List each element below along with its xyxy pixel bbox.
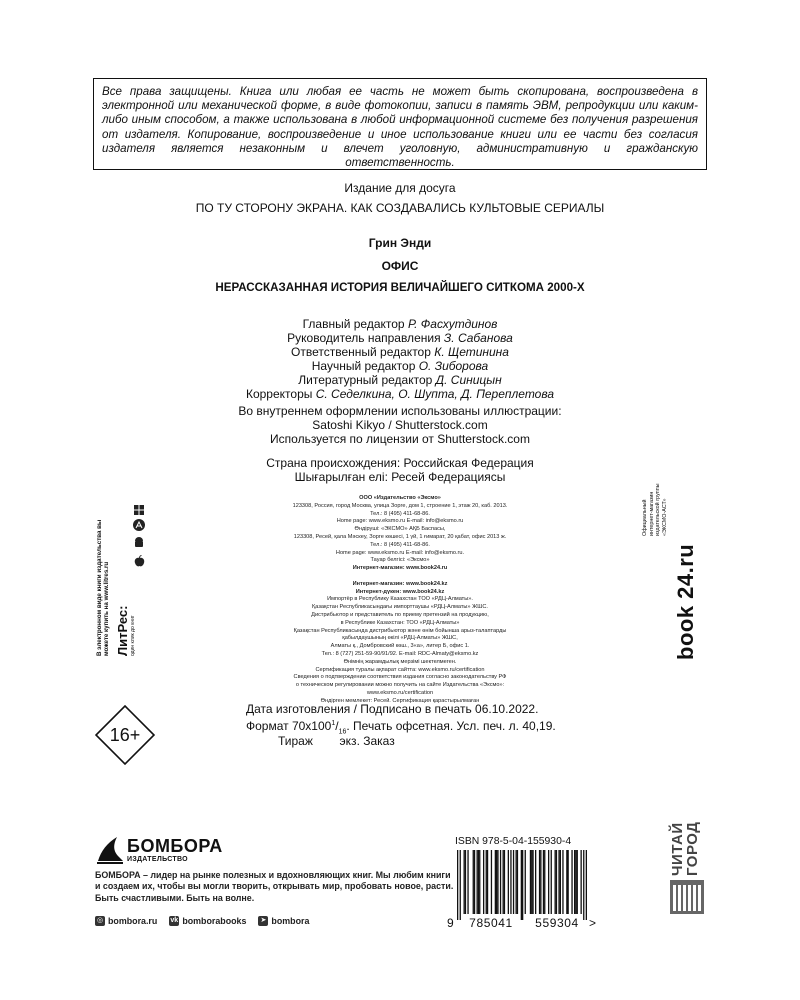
barcode-bar <box>500 850 501 914</box>
credit-name: З. Сабанова <box>443 331 513 345</box>
credit-name: О. Зиборова <box>418 359 489 373</box>
barcode-bar <box>539 850 540 914</box>
credits-list <box>0 317 800 401</box>
barcode-bar <box>464 850 465 914</box>
barcode-bar <box>457 850 458 920</box>
contact-label: bombora <box>271 916 310 926</box>
credit-row <box>0 373 800 387</box>
publisher-info-line: Дистрибьютор и представитель по приему претензий на продукцию, <box>311 611 489 618</box>
copyright-notice: Все права защищены. Книга или любая ее часть не может быть скопирована, воспроизведена в электронной или механической форме, в виде фотокопии, записи в память ЭВМ, репродукции или каким-либо иным способом, а также использована в любой информационной системе без получения разрешения от издателя. Копирование, воспроизведение и иное использование книги или ее части без согласия издателя является незаконным и влечет уголовную, административную и гражданскую ответственность. <box>93 78 707 170</box>
publisher-info-line: Өндіруші: «ЭКСМО» АҚБ Баспасы, <box>354 526 446 533</box>
book24-logo: book 24.ru <box>673 543 698 660</box>
barcode-bar <box>522 850 523 920</box>
barcode-bar <box>583 850 584 920</box>
instagram-icon: ◎ <box>96 917 104 924</box>
contact-item[interactable] <box>95 914 157 928</box>
barcode-bar <box>560 850 561 914</box>
barcode-bar <box>513 850 514 914</box>
barcode-bar <box>558 850 559 914</box>
barcode-digit-first: 9 <box>447 916 454 930</box>
book24-small-text: Официальный интернет-магазин издательской группы «ЭКСМО-АСТ» <box>642 483 668 536</box>
bombora-description: БОМБОРА – лидер на рынке полезных и вдохновляющих книг. Мы любим книги и создаем их, чтобы вы могли творить, открывать мир, пробовать новое, расти. Быть счастливыми. Быть на волне. <box>95 870 454 903</box>
publisher-info-line: Тауар белгісі: «Эксмо» <box>370 557 430 564</box>
barcode-bar <box>535 850 536 914</box>
vk-icon: vk <box>170 917 179 924</box>
barcode-bar <box>503 850 504 914</box>
barcode-bar <box>487 850 488 914</box>
litres-logo: ЛитРес: <box>115 605 130 656</box>
illustrations-info <box>0 404 800 446</box>
barcode-bar <box>517 850 518 914</box>
barcode-digits-right: 559304 <box>535 916 579 930</box>
publisher-info-line: Өнімнің жарамдылық мерзімі шектелмеген. <box>343 658 457 665</box>
litres-logo-sub: один клик до книг <box>130 615 136 656</box>
publisher-info-line: Интернет-магазин: www.book24.kz <box>352 580 448 587</box>
barcode-bar <box>491 850 492 914</box>
barcode-bar <box>551 850 552 914</box>
barcode-bar <box>544 850 545 914</box>
contact-item[interactable] <box>169 914 246 928</box>
contact-label: bomborabooks <box>182 916 247 926</box>
barcode-bar <box>467 850 468 914</box>
illustrations-line: Satoshi Kikyo / Shutterstock.com <box>312 418 488 432</box>
barcode-bar <box>525 850 526 914</box>
isbn-label: ISBN 978-5-04-155930-4 <box>455 836 572 847</box>
format-prefix: Формат 70х100 <box>246 719 332 733</box>
barcode-bar <box>571 850 572 914</box>
publisher-info-line: 123308, Ресей, қала Мәскеу, Зорге көшесі, 1 үй, 1 ғимарат, 20 қабат, офис 2013 ж. <box>293 533 507 540</box>
barcode-bar <box>465 850 466 914</box>
android-icon <box>133 536 145 548</box>
credit-name: Д. Синицын <box>435 373 502 387</box>
credit-row <box>0 345 800 359</box>
barcode-bar <box>483 850 484 914</box>
publisher-info-line: қабылдаушының өкілі «РДЦ-Алматы» ЖШС, <box>342 635 458 642</box>
origin-line: Страна происхождения: Российская Федерация <box>266 456 534 470</box>
illustrations-line: Во внутреннем оформлении использованы иллюстрации: <box>238 404 562 418</box>
barcode-bar <box>497 850 498 914</box>
publisher-info-line: Қазақстан Республикасындағы импорттаушы «РДЦ-Алматы» ЖШС. <box>312 604 488 611</box>
barcode-bar <box>577 850 578 914</box>
print-format: Формат $70х100^1/_{16}$. Печать офсетная. Усл. печ. л. 40,19. <box>246 719 556 736</box>
appstore-icon <box>133 518 145 530</box>
credit-name: К. Щетинина <box>434 345 509 359</box>
credit-name: Р. Фасхутдинов <box>407 317 498 331</box>
barcode-bar <box>510 850 511 914</box>
book-subtitle: НЕРАССКАЗАННАЯ ИСТОРИЯ ВЕЛИЧАЙШЕГО СИТКОМА 2000-Х <box>215 281 585 294</box>
credit-role: Руководитель направления <box>287 331 441 345</box>
print-run: Тираж экз. Заказ <box>278 734 395 748</box>
credit-role: Литературный редактор <box>298 373 433 387</box>
age-rating-badge <box>95 705 155 765</box>
apple-icon <box>134 554 145 566</box>
barcode-digits-left: 785041 <box>469 916 513 930</box>
barcode-bar <box>516 850 517 914</box>
credit-row <box>0 331 800 345</box>
barcode-bar <box>532 850 533 914</box>
book24-block <box>640 478 700 663</box>
barcode-bar <box>581 850 582 914</box>
barcode-bar <box>477 850 478 914</box>
barcode-digit-end: > <box>589 916 597 930</box>
credit-row <box>0 317 800 331</box>
barcode-bar <box>586 850 587 920</box>
barcode-bar <box>548 850 549 914</box>
windows-icon <box>134 502 144 512</box>
barcode-bar <box>540 850 541 914</box>
publisher-info-line <box>180 573 620 581</box>
publisher-info-line: Сведения о подтверждении соответствия издания согласно законодательству РФ <box>293 674 507 681</box>
publisher-info-line: Сертификация туралы ақпарат сайтта: www.eksmo.ru/certification <box>315 666 485 673</box>
format-sub: 16 <box>338 728 347 736</box>
barcode-bar <box>556 850 557 914</box>
barcode-bar <box>478 850 479 914</box>
barcode-bar <box>566 850 567 914</box>
barcode-bar <box>531 850 532 914</box>
publisher-info-line: в Республике Казахстан: ТОО «РДЦ-Алматы» <box>340 619 460 626</box>
publisher-info <box>180 495 620 706</box>
edition-type: Издание для досуга <box>344 181 456 195</box>
format-sup: 1 <box>331 720 336 727</box>
barcode-bar <box>555 850 556 914</box>
publisher-info-line: www.eksmo.ru/certification <box>366 689 434 696</box>
litres-text: В электронном виде книги издательства вы можете купить на www.litres.ru <box>96 519 111 656</box>
barcode-bar <box>575 850 576 914</box>
publisher-info-line: Импортёр в Республику Казахстан ТОО «РДЦ-Алматы». <box>327 596 473 603</box>
barcode-bar <box>530 850 531 914</box>
series-title: ПО ТУ СТОРОНУ ЭКРАНА. КАК СОЗДАВАЛИСЬ КУЛЬТОВЫЕ СЕРИАЛЫ <box>195 201 605 215</box>
credit-row <box>0 387 800 401</box>
bombora-logo-sub: ИЗДАТЕЛЬСТВО <box>127 856 188 863</box>
bombora-logo <box>95 833 225 867</box>
barcode-bar <box>568 850 569 914</box>
barcode-bar <box>460 850 461 920</box>
book-title: ОФИС <box>381 259 419 273</box>
contact-item[interactable] <box>258 914 309 928</box>
publisher-info-line: Тел.: 8 (727) 251-59-90/91/92. E-mail: RDC-Almaty@eksmo.kz <box>321 650 479 657</box>
barcode-bar <box>473 850 474 914</box>
age-rating-label: 16+ <box>109 725 141 745</box>
barcode-bar <box>495 850 496 914</box>
barcode-bar <box>562 850 563 914</box>
contact-label: bombora.ru <box>108 916 158 926</box>
telegram-icon: ➤ <box>258 916 268 926</box>
publisher-info-line: Қазақстан Республикасында дистрибьютор және өнім бойынша арыз-талаптарды <box>293 627 507 634</box>
print-date: Дата изготовления / Подписано в печать 06.10.2022. <box>246 702 539 716</box>
litres-block <box>94 498 152 658</box>
publisher-info-line: Интернет-магазин: www.book24.ru <box>352 565 448 572</box>
chitai-gorod-block <box>668 790 708 915</box>
bombora-wave-icon <box>95 833 125 865</box>
barcode-bar <box>543 850 544 914</box>
credit-name: С. Седелкина, О. Шупта, Д. Переплетова <box>315 387 555 401</box>
credit-role: Научный редактор <box>311 359 416 373</box>
credit-row <box>0 359 800 373</box>
publisher-info-line: Home page: www.eksmo.ru E-mail: info@eksmo.ru <box>336 518 464 525</box>
credit-role: Корректоры <box>245 387 313 401</box>
illustrations-line: Используется по лицензии от Shutterstock.com <box>270 432 530 446</box>
publisher-info-line: Тел.: 8 (495) 411-68-86. <box>370 510 430 517</box>
barcode-bar <box>574 850 575 914</box>
publisher-info-line: ООО «Издательство «Эксмо» <box>359 495 441 501</box>
chitai-gorod-books-icon <box>670 880 704 914</box>
barcode-bar <box>508 850 509 914</box>
author: Грин Энди <box>368 236 432 250</box>
publisher-info-line: о техническом регулировании можно получить на сайте Издательства «Эксмо»: <box>295 682 505 689</box>
barcode-bar <box>521 850 522 920</box>
publisher-info-line: Тел.: 8 (495) 411-68-86. <box>370 541 430 548</box>
credit-role: Главный редактор <box>302 317 405 331</box>
chitai-gorod-logo: ЧИТАЙ ГОРОД <box>669 821 701 876</box>
barcode-bar <box>474 850 475 914</box>
bombora-contacts <box>95 914 455 928</box>
publisher-info-line: Интернет-дүкен: www.book24.kz <box>355 588 445 595</box>
barcode-bar <box>504 850 505 914</box>
bombora-logo-text: БОМБОРА <box>127 836 223 856</box>
publisher-info-line: Home page: www.eksmo.ru E-mail: info@eksmo.ru. <box>335 549 465 556</box>
format-suffix: . Печать офсетная. Усл. печ. л. 40,19. <box>346 719 556 733</box>
origin-line: Шығарылған елі: Ресей Федерациясы <box>294 470 506 484</box>
publisher-info-line: Өндірген мемлекет: Ресей. Сертификация қарастырылмаған <box>320 697 480 704</box>
barcode-bar <box>479 850 480 914</box>
publisher-info-line: 123308, Россия, город Москва, улица Зорге, дом 1, строение 1, этаж 20, каб. 2013. <box>292 502 508 509</box>
isbn-barcode <box>447 850 597 930</box>
publisher-info-line: Алматы қ., Домбровский көш., 3«а», литер Б, офис 1. <box>330 643 470 650</box>
barcode-bar <box>496 850 497 914</box>
barcode-bar <box>486 850 487 914</box>
credit-role: Ответственный редактор <box>291 345 431 359</box>
